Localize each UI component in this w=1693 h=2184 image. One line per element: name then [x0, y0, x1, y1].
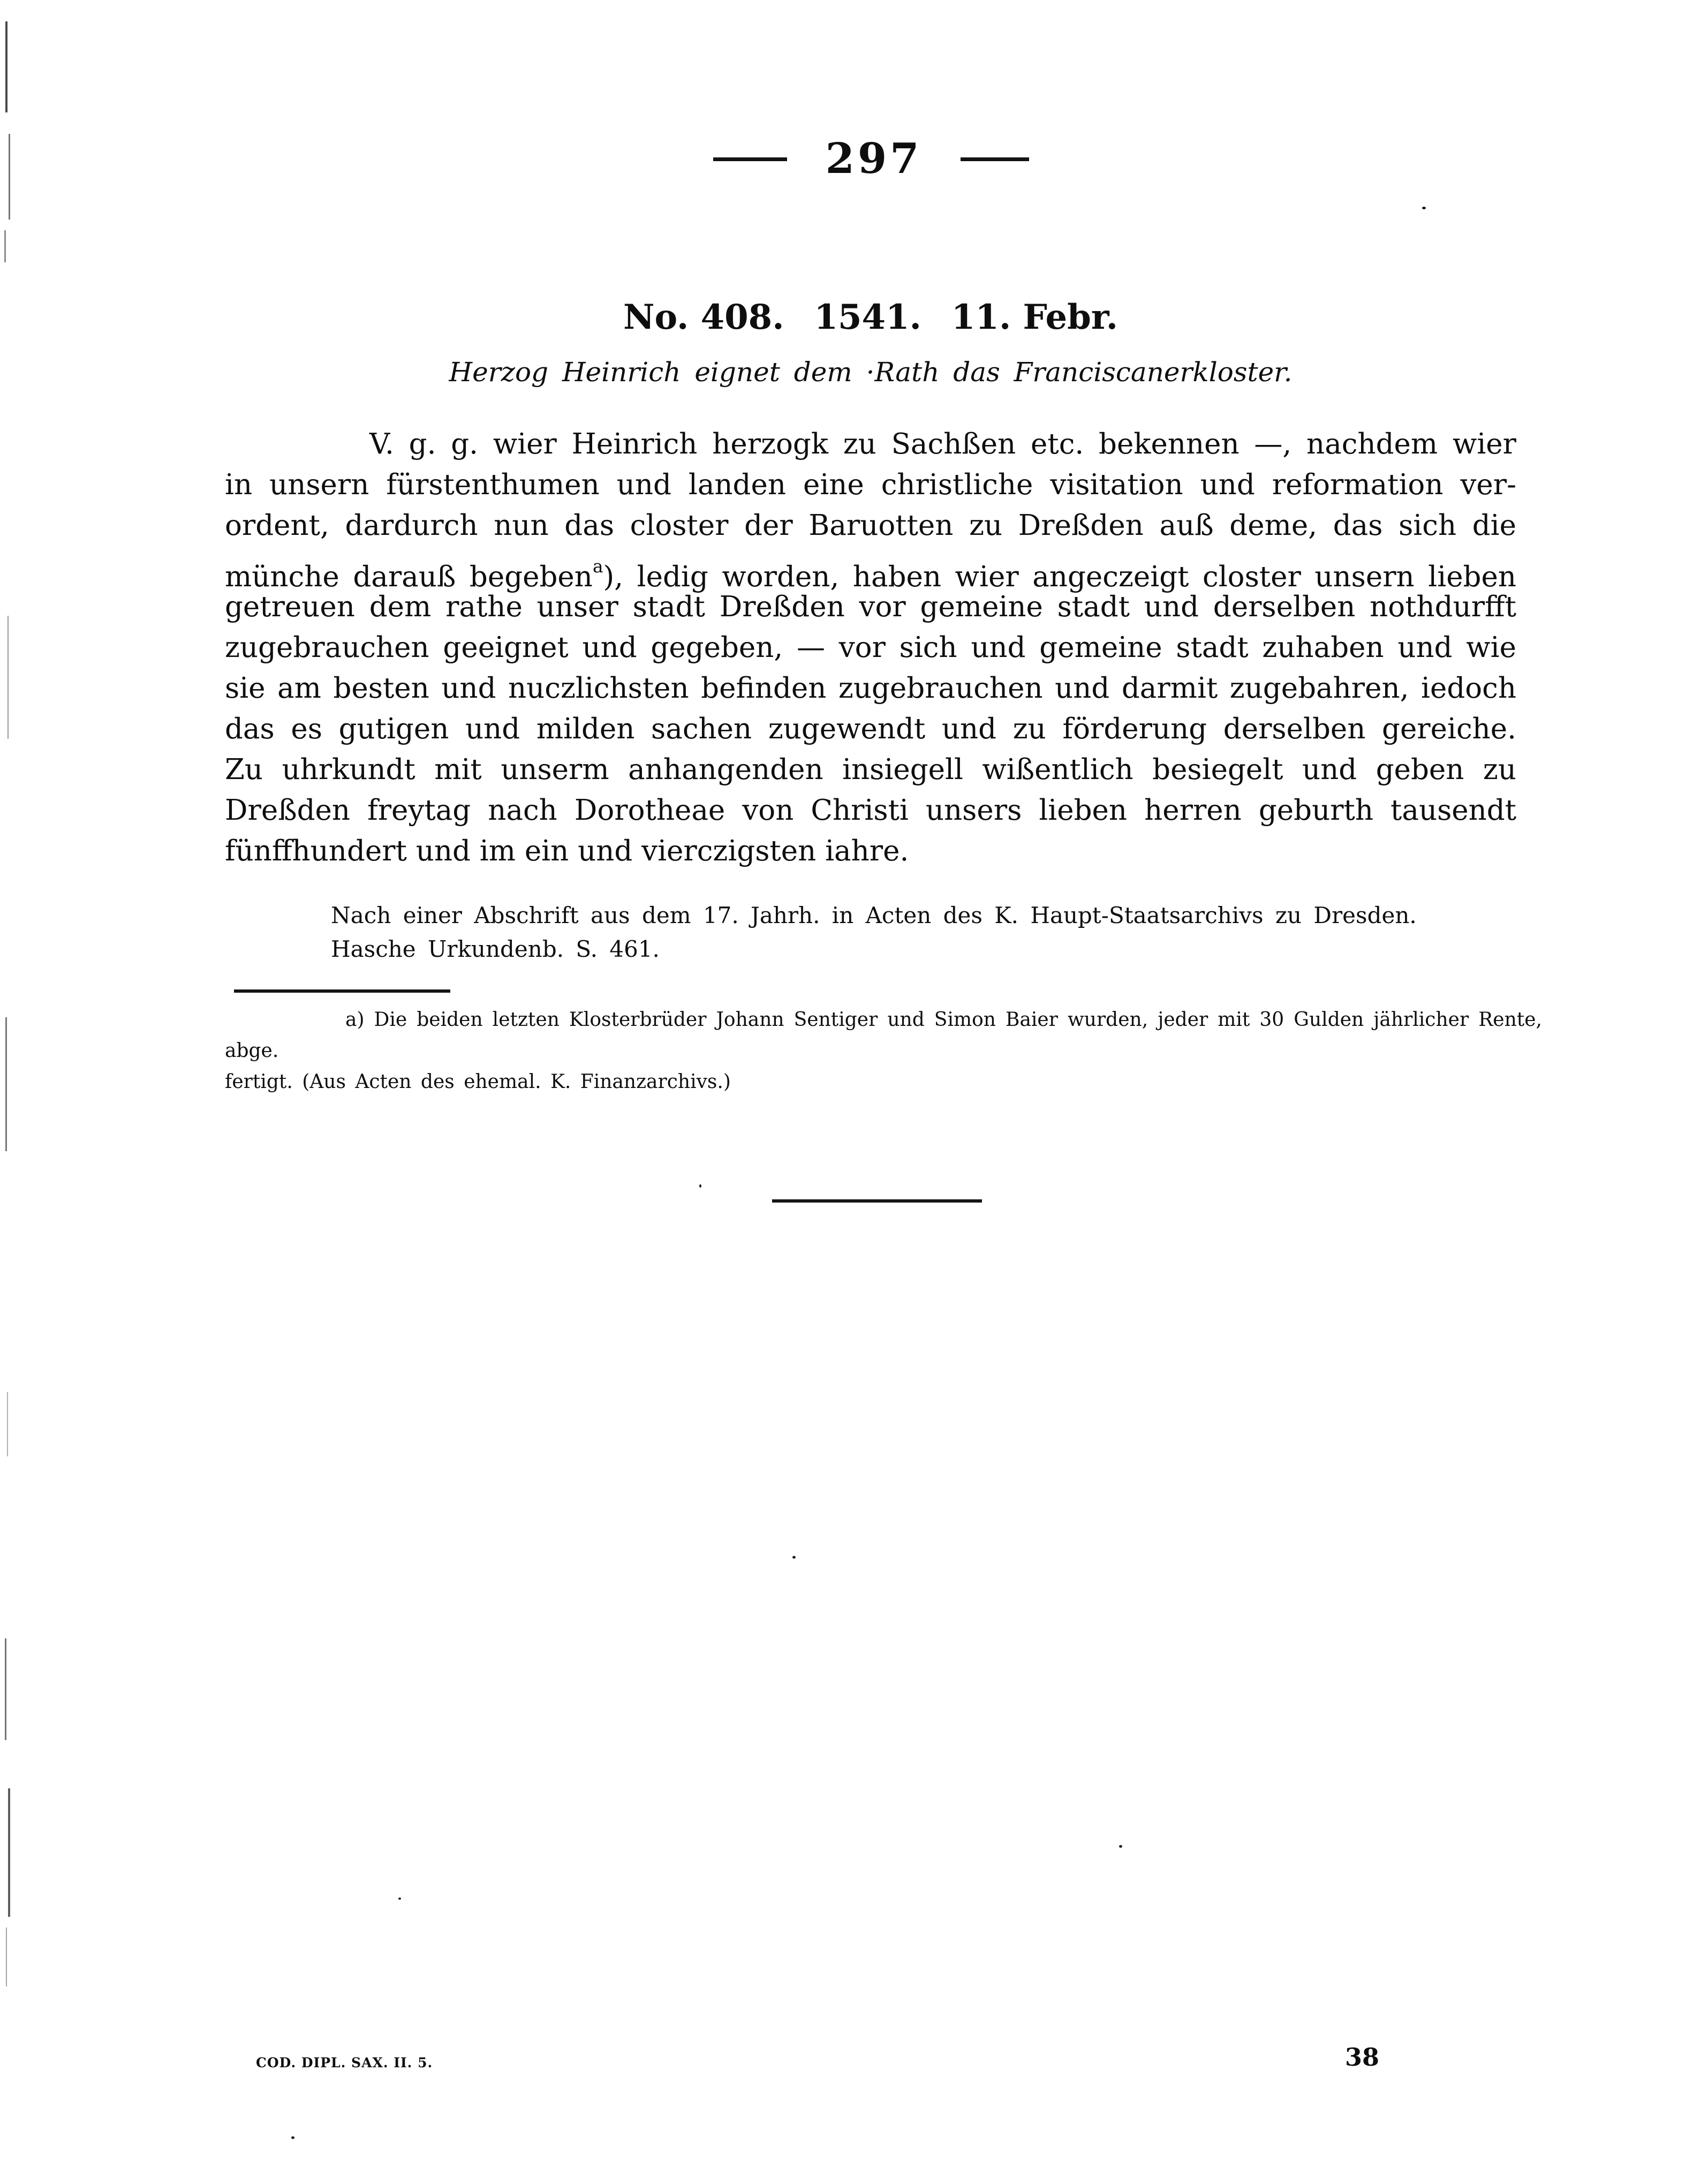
section-divider-rule: [772, 1199, 982, 1203]
body-line: Dreßden freytag nach Dorotheae von Christi unsers lieben herren geburth tausendt: [225, 794, 1516, 827]
body-line: getreuen dem rathe unser stadt Dreßden vor gemeine stadt und derselben nothdurfft: [225, 591, 1516, 623]
scan-artifact: [4, 230, 6, 262]
charter-year: 1541.: [814, 297, 921, 337]
source-note-line: Nach einer Abschrift aus dem 17. Jahrh. in Acten des K. Haupt-Staatsarchivs zu Dresden.: [331, 902, 1417, 928]
scan-speck: [1422, 207, 1426, 209]
header-dash-left: [713, 157, 787, 161]
scan-artifact: [7, 1392, 8, 1456]
scan-speck: [291, 2136, 294, 2139]
charter-regest: Herzog Heinrich eignet dem ·Rath das Franciscanerkloster.: [449, 357, 1293, 388]
charter-body: [225, 424, 1516, 872]
scan-artifact: [6, 1928, 7, 1986]
body-line: zugebrauchen geeignet und gegeben, — vor sich und gemeine stadt zuhaben und wie: [225, 631, 1516, 664]
running-head: [25, 135, 1693, 183]
body-line: ordent, dardurch nun das closter der Baruotten zu Dreßden auß deme, das sich die: [225, 509, 1516, 542]
body-line-text: münche darauß begeben: [225, 560, 593, 593]
footnote-rule: [234, 989, 450, 993]
scan-speck: [398, 1898, 401, 1900]
charter-heading: [225, 296, 1516, 339]
body-line: V. g. g. wier Heinrich herzogk zu Sachßen etc. bekennen —, nachdem wier: [369, 428, 1516, 460]
body-line: in unsern fürstenthumen und landen eine christliche visitation und reformation ver-: [225, 468, 1516, 501]
scan-artifact: [7, 616, 9, 739]
scan-artifact: [5, 1638, 6, 1740]
body-line: [225, 546, 1516, 593]
scan-artifact: [9, 134, 10, 220]
scan-speck: [699, 1184, 701, 1188]
footnote-marker: a: [592, 556, 603, 577]
body-line: Zu uhrkundt mit unserm anhangenden insiegell wißentlich besiegelt und geben zu: [225, 753, 1516, 786]
header-dash-right: [961, 157, 1029, 161]
footnote-line: fertigt. (Aus Acten des ehemal. K. Finanzarchivs.): [225, 1071, 731, 1093]
scan-artifact: [8, 1788, 10, 1917]
body-line: das es gutigen und milden sachen zugewendt und zu förderung derselben gereiche.: [225, 713, 1516, 745]
body-line-text: ), ledig worden, haben wier angeczeigt closter unsern lieben: [603, 560, 1516, 593]
scan-artifact: [5, 21, 7, 112]
source-note-line: Hasche Urkundenb. S. 461.: [331, 936, 660, 962]
charter-number: No. 408.: [623, 297, 784, 337]
footnote: [225, 1004, 1542, 1098]
sheet-number: 38: [1345, 2043, 1380, 2072]
source-notes: [331, 898, 1455, 966]
footnote-line: a) Die beiden letzten Klosterbrüder Johann Sentiger und Simon Baier wurden, jeder mit 30 Gulden jährlicher Rente, abge.: [225, 1009, 1542, 1062]
body-line: fünffhundert und im ein und vierczigsten iahre.: [225, 835, 909, 867]
scan-artifact: [5, 1017, 7, 1151]
charter-date: 11. Febr.: [951, 297, 1118, 337]
page-number: 297: [825, 134, 923, 183]
series-signature: COD. DIPL. SAX. II. 5.: [256, 2055, 433, 2070]
scan-speck: [792, 1556, 796, 1559]
scan-speck: [1119, 1845, 1122, 1848]
body-line: sie am besten und nuczlichsten befinden zugebrauchen und darmit zugebahren, iedoch: [225, 672, 1516, 705]
